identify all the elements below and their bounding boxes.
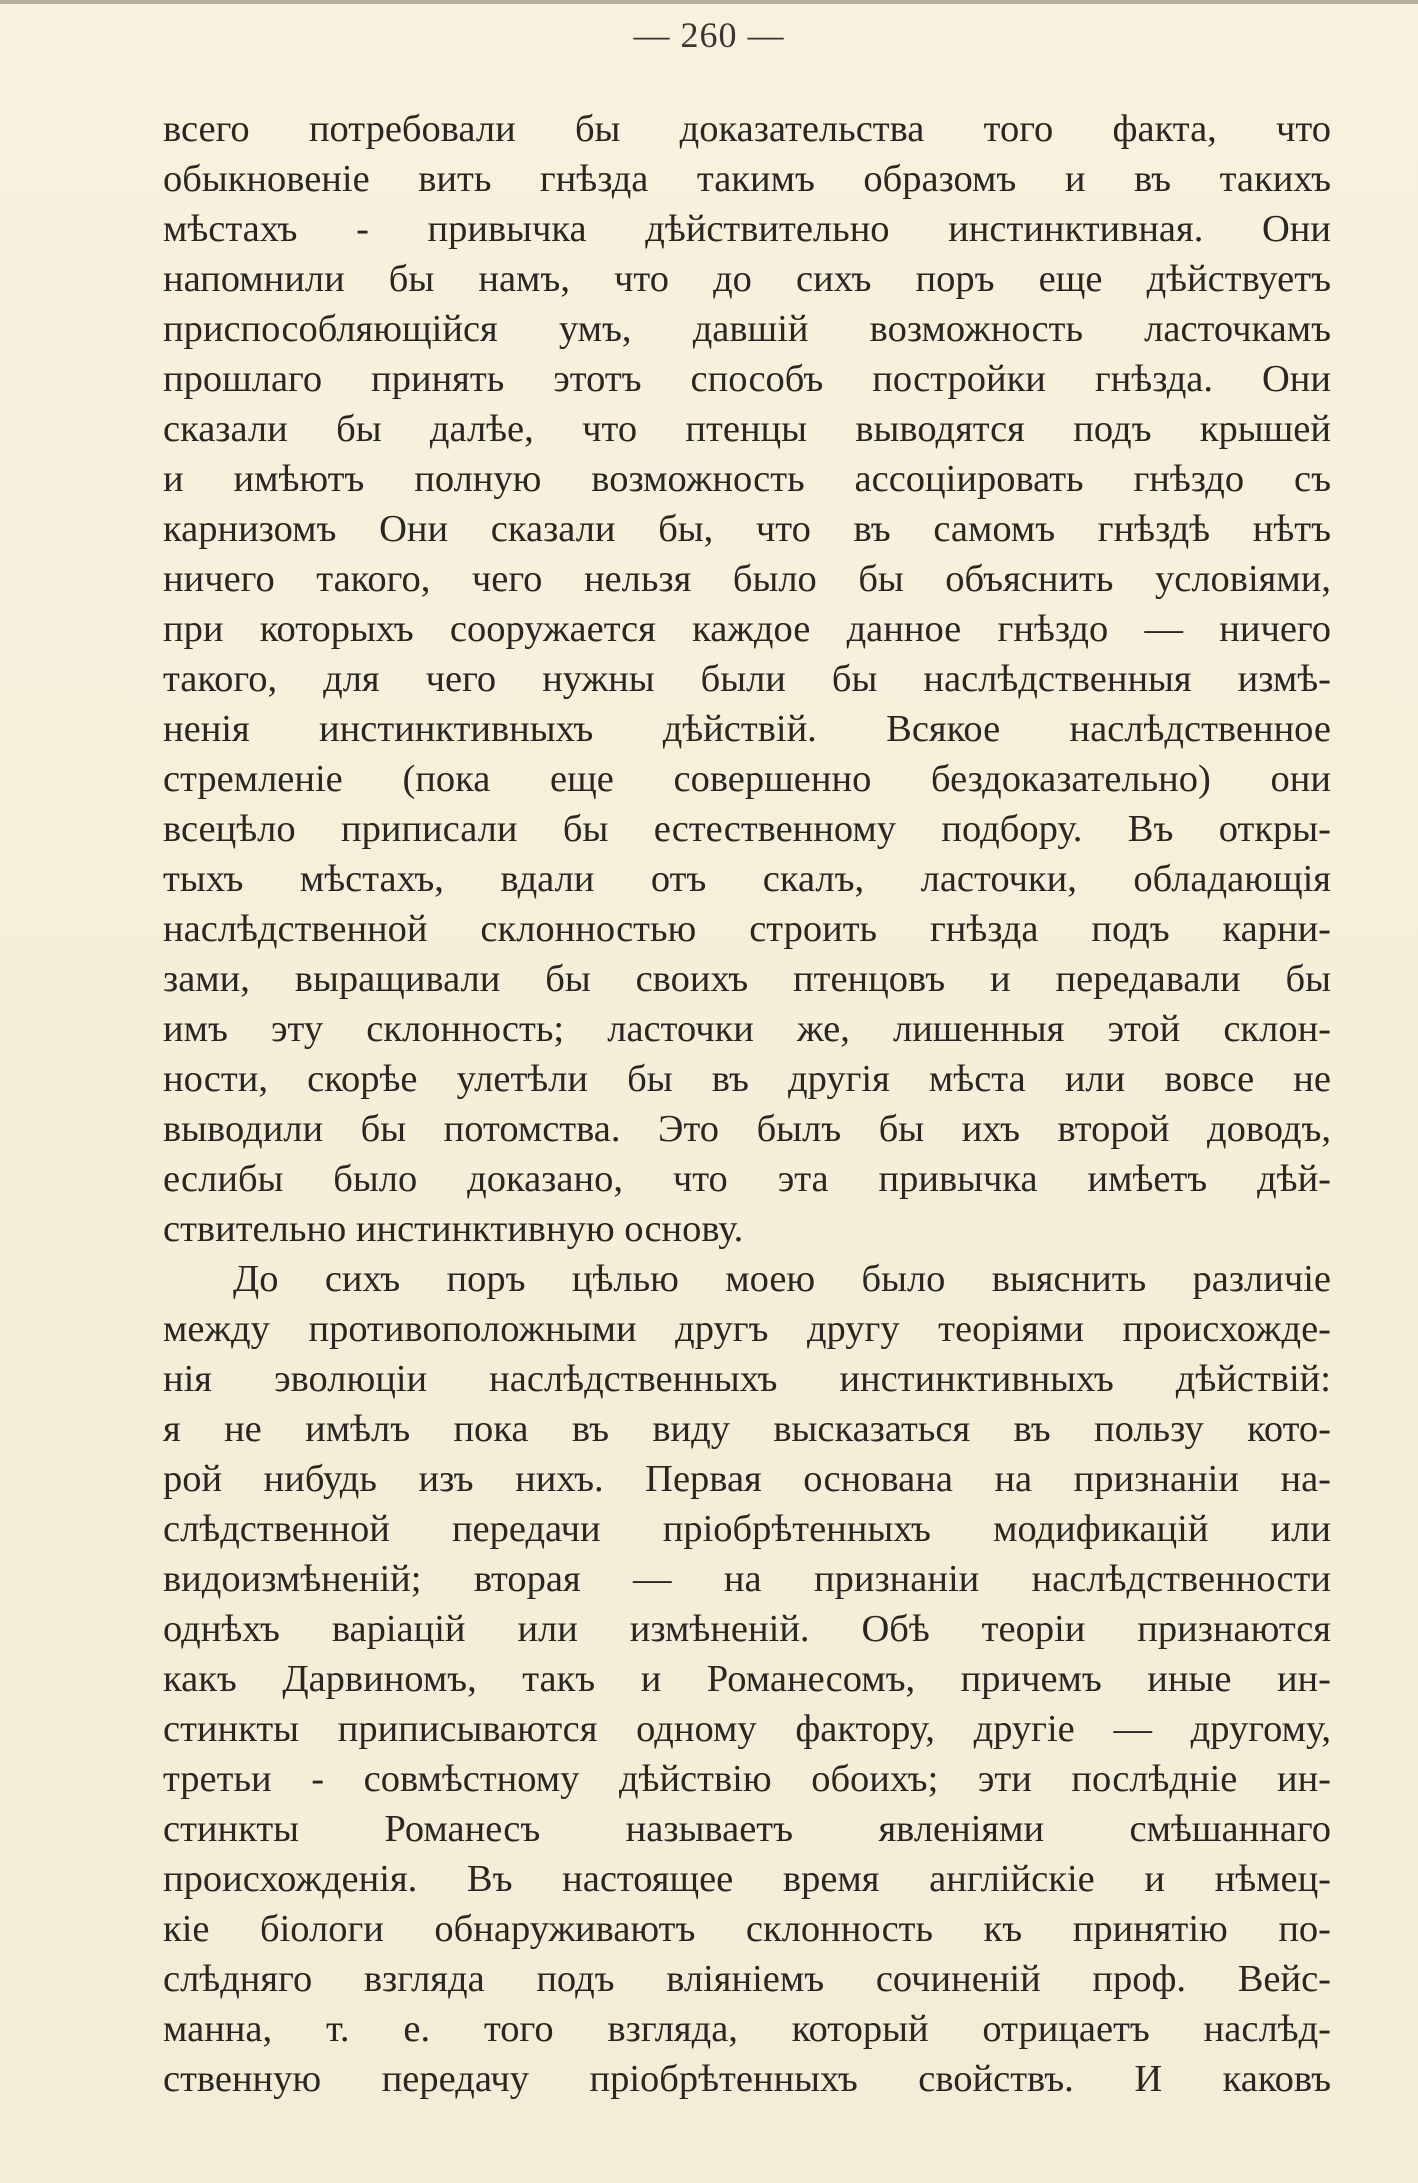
paragraph-start-line: До сихъ поръ цѣлью моею было выяснить различіе bbox=[233, 1258, 1331, 1300]
text-line: мѣстахъ - привычка дѣйствительно инстинктивная. Они bbox=[163, 208, 1331, 250]
page-number: — 260 — bbox=[633, 15, 785, 55]
text-line: обыкновеніе вить гнѣзда такимъ образомъ и въ такихъ bbox=[163, 158, 1331, 200]
text-line: всецѣло приписали бы естественному подбору. Въ откры- bbox=[163, 808, 1331, 850]
text-line: какъ Дарвиномъ, такъ и Романесомъ, причемъ иные ин- bbox=[163, 1658, 1331, 1700]
text-line: карнизомъ Они сказали бы, что въ самомъ гнѣздѣ нѣтъ bbox=[163, 508, 1331, 550]
text-line: выводили бы потомства. Это былъ бы ихъ второй доводъ, bbox=[163, 1108, 1331, 1150]
text-line: стинкты Романесъ называетъ явленіями смѣшаннаго bbox=[163, 1808, 1331, 1850]
paragraph-end-line: ствительно инстинктивную основу. bbox=[163, 1208, 744, 1250]
text-line: ности, скорѣе улетѣли бы въ другія мѣста или вовсе не bbox=[163, 1058, 1331, 1100]
text-line: приспособляющійся умъ, давшій возможность ласточкамъ bbox=[163, 308, 1331, 350]
text-line: еслибы было доказано, что эта привычка имѣетъ дѣй- bbox=[163, 1158, 1331, 1200]
text-line: нія эволюціи наслѣдственныхъ инстинктивныхъ дѣйствій: bbox=[163, 1358, 1331, 1400]
text-line: ненія инстинктивныхъ дѣйствій. Всякое наслѣдственное bbox=[163, 708, 1331, 750]
text-line: рой нибудь изъ нихъ. Первая основана на признаніи на- bbox=[163, 1458, 1331, 1500]
text-line: имъ эту склонность; ласточки же, лишенныя этой склон- bbox=[163, 1008, 1331, 1050]
text-line: ничего такого, чего нельзя было бы объяснить условіями, bbox=[163, 558, 1331, 600]
text-line: прошлаго принять этотъ способъ постройки гнѣзда. Они bbox=[163, 358, 1331, 400]
text-line: происхожденія. Въ настоящее время англійскіе и нѣмец- bbox=[163, 1858, 1331, 1900]
text-line: видоизмѣненій; вторая — на признаніи наслѣдственности bbox=[163, 1558, 1331, 1600]
top-edge-rule bbox=[0, 0, 1418, 4]
text-line: манна, т. е. того взгляда, который отрицаетъ наслѣд- bbox=[163, 2008, 1331, 2050]
body-text bbox=[163, 104, 1331, 2104]
text-line: я не имѣлъ пока въ виду высказаться въ пользу кото- bbox=[163, 1408, 1331, 1450]
text-line: стремленіе (пока еще совершенно бездоказательно) они bbox=[163, 758, 1331, 800]
text-line: слѣдственной передачи пріобрѣтенныхъ модификацій или bbox=[163, 1508, 1331, 1550]
text-line: зами, выращивали бы своихъ птенцовъ и передавали бы bbox=[163, 958, 1331, 1000]
text-line: сказали бы далѣе, что птенцы выводятся подъ крышей bbox=[163, 408, 1331, 450]
text-line: между противоположными другъ другу теоріями происхожде- bbox=[163, 1308, 1331, 1350]
text-line: такого, для чего нужны были бы наслѣдственныя измѣ- bbox=[163, 658, 1331, 700]
text-line: напомнили бы намъ, что до сихъ поръ еще дѣйствуетъ bbox=[163, 258, 1331, 300]
text-line: однѣхъ варіацій или измѣненій. Обѣ теоріи признаются bbox=[163, 1608, 1331, 1650]
text-line: всего потребовали бы доказательства того факта, что bbox=[163, 108, 1331, 150]
text-line: ственную передачу пріобрѣтенныхъ свойствъ. И каковъ bbox=[163, 2058, 1331, 2100]
text-line: слѣдняго взгляда подъ вліяніемъ сочиненій проф. Вейс- bbox=[163, 1958, 1331, 2000]
text-line: кіе біологи обнаруживаютъ склонность къ принятію по- bbox=[163, 1908, 1331, 1950]
text-line: при которыхъ сооружается каждое данное гнѣздо — ничего bbox=[163, 608, 1331, 650]
text-line: и имѣютъ полную возможность ассоціировать гнѣздо съ bbox=[163, 458, 1331, 500]
text-line: стинкты приписываются одному фактору, другіе — другому, bbox=[163, 1708, 1331, 1750]
text-line: третьи - совмѣстному дѣйствію обоихъ; эти послѣдніе ин- bbox=[163, 1758, 1331, 1800]
text-line: наслѣдственной склонностью строить гнѣзда подъ карни- bbox=[163, 908, 1331, 950]
text-line: тыхъ мѣстахъ, вдали отъ скалъ, ласточки, обладающія bbox=[163, 858, 1331, 900]
